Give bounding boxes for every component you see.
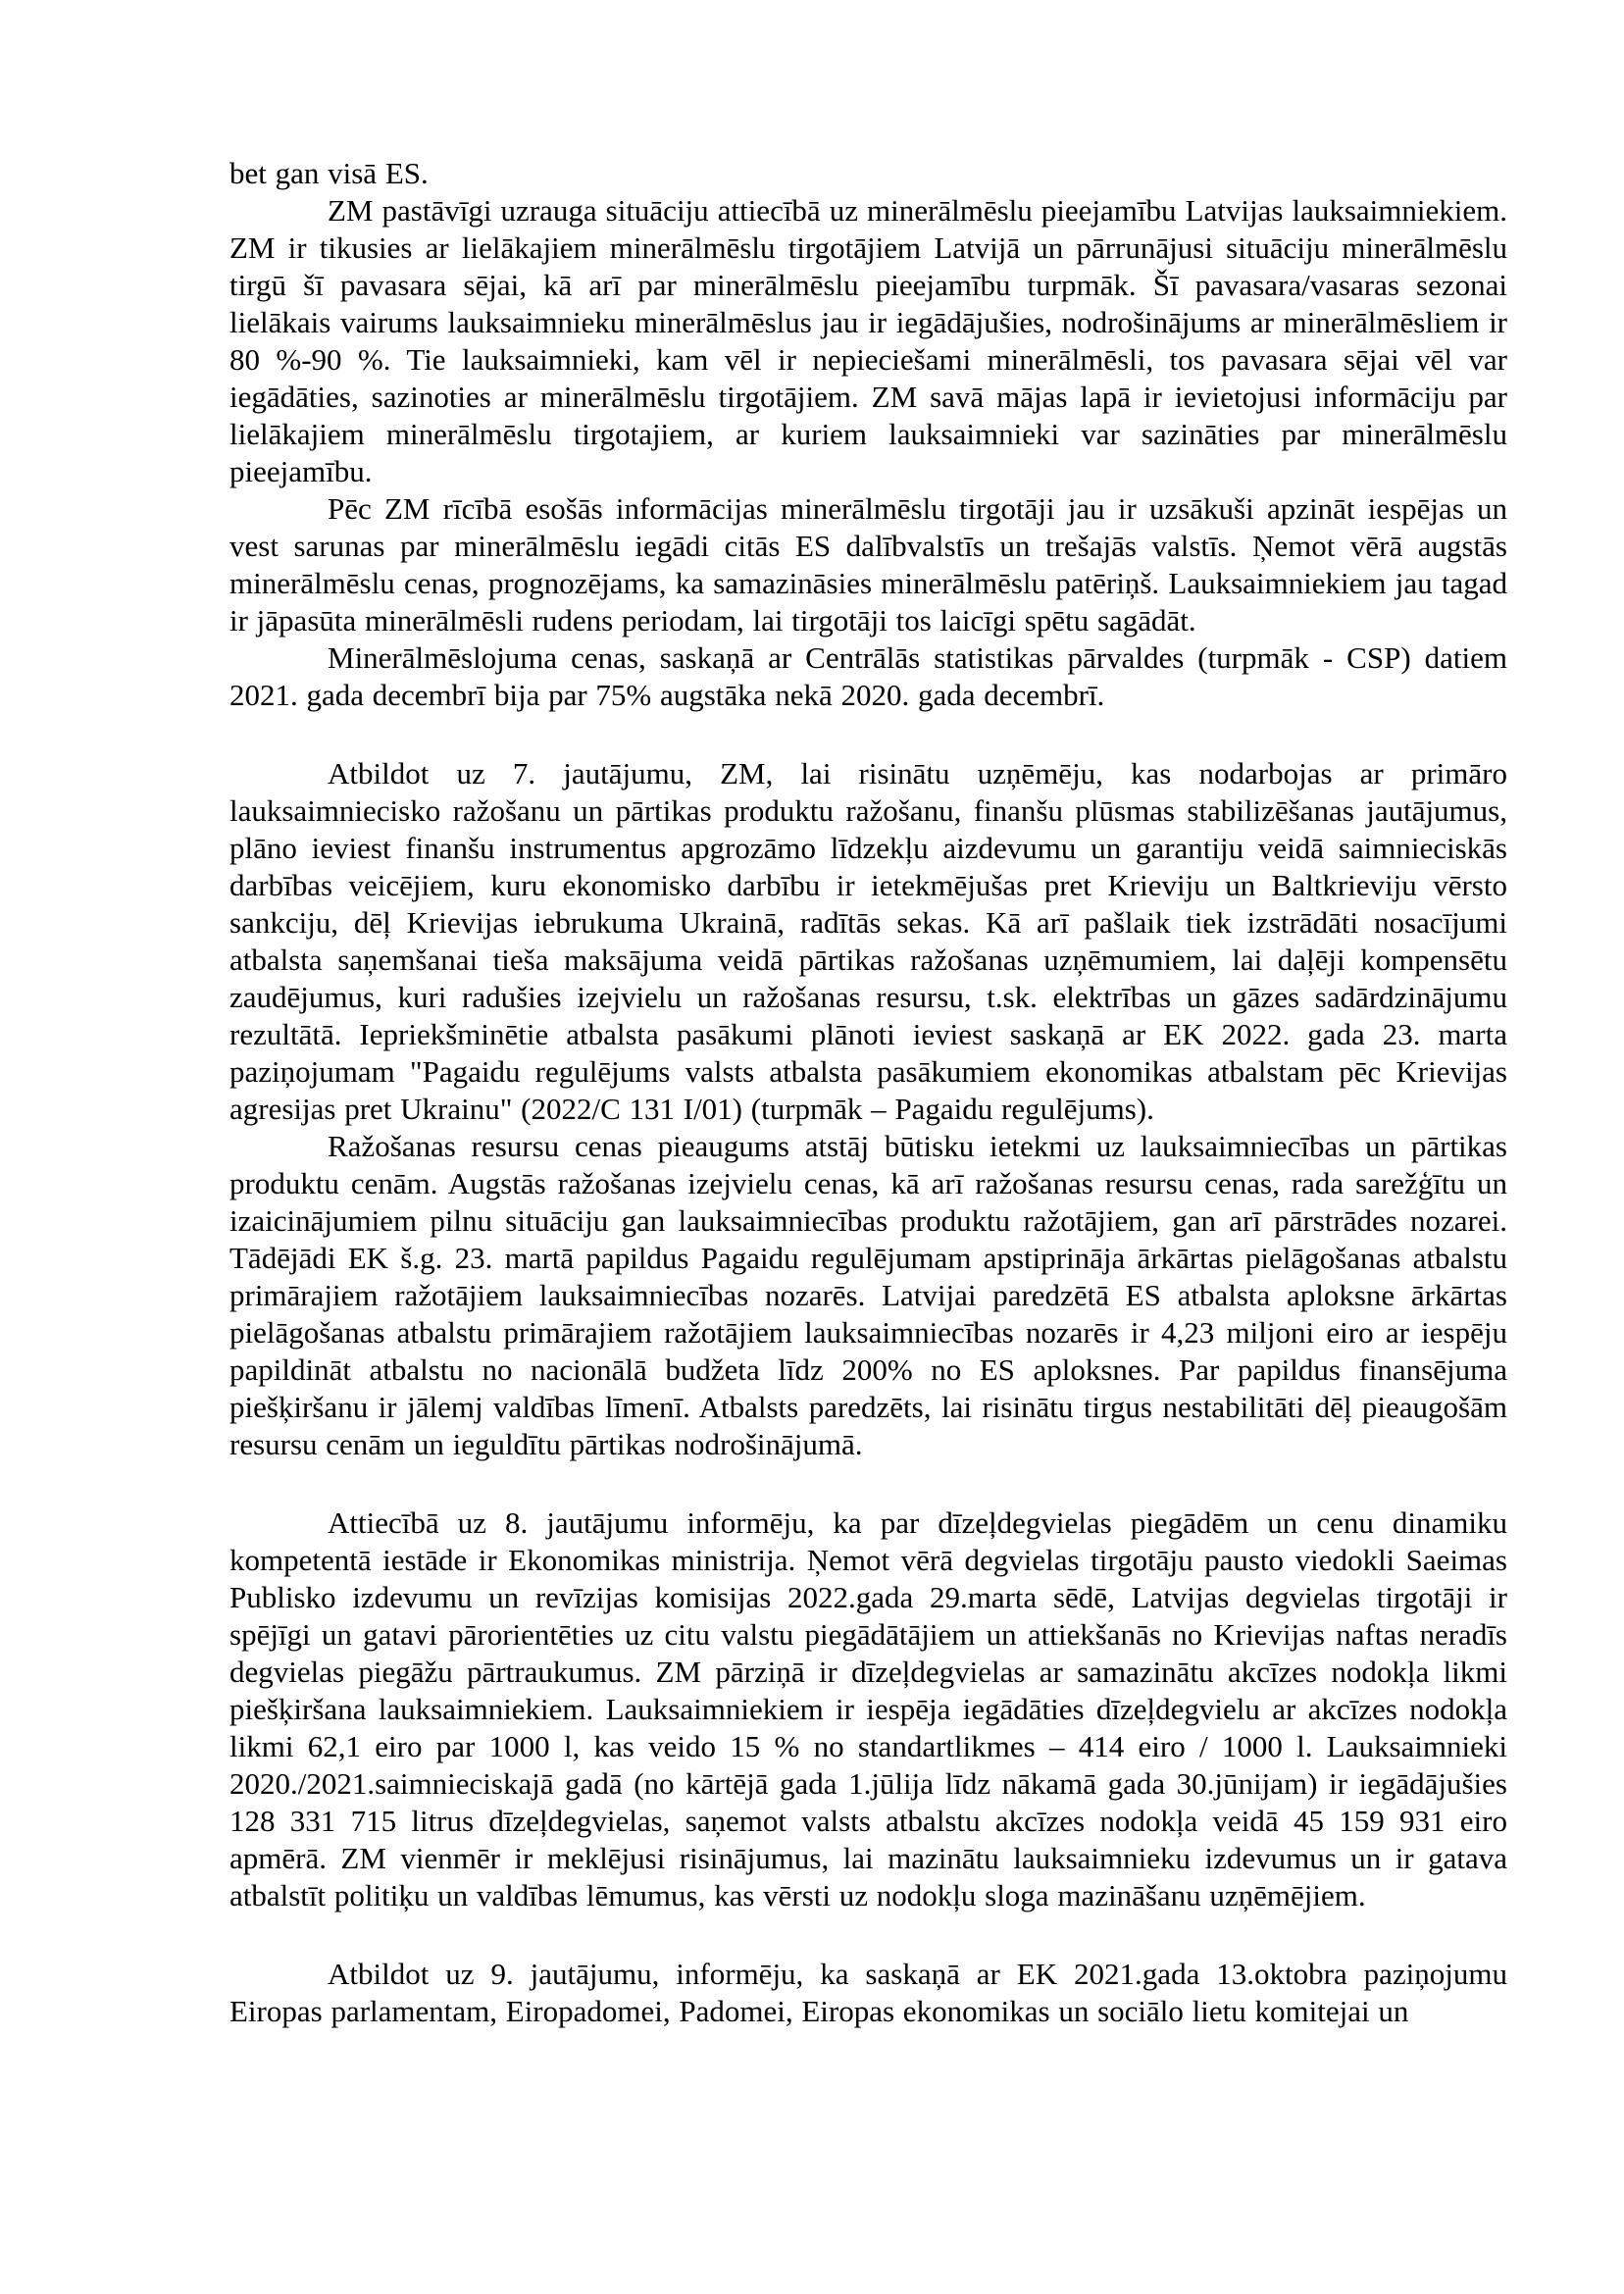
paragraph: Atbildot uz 9. jautājumu, informēju, ka saskaņā ar EK 2021.gada 13.oktobra paziņojumu Eiropas parlamentam, Eiropadomei, Padomei, Eiropas ekonomikas un sociālo lietu komitejai un bbox=[229, 1957, 1507, 2028]
paragraph: Attiecībā uz 8. jautājumu informēju, ka par dīzeļdegvielas piegādēm un cenu dinamiku kompetentā iestāde ir Ekonomikas ministrija. Ņemot vērā degvielas tirgotāju pausto viedokli Saeimas Publisko izdevumu un revīzijas komisijas 2022.gada 29.marta sēdē, Latvijas degvielas tirgotāji ir spējīgi un gatavi pārorientēties uz citu valstu piegādātājiem un attiekšanās no Krievijas naftas neradīs degvielas piegāžu pārtraukumus. ZM pārziņā ir dīzeļdegvielas ar samazinātu akcīzes nodokļa likmi piešķiršana lauksaimniekiem. Lauksaimniekiem ir iespēja iegādāties dīzeļdegvielu ar akcīzes nodokļa likmi 62,1 eiro par 1000 l, kas veido 15 % no standartlikmes – 414 eiro / 1000 l. Lauksaimnieki 2020./2021.saimnieciskajā gadā (no kārtējā gada 1.jūlija līdz nākamā gada 30.jūnijam) ir iegādājušies 128 331 715 litrus dīzeļdegvielas, saņemot valsts atbalstu akcīzes nodokļa veidā 45 159 931 eiro apmērā. ZM vienmēr ir meklējusi risinājumus, lai mazinātu lauksaimnieku izdevumus un ir gatava atbalstīt politiķu un valdības lēmumus, kas vērsti uz nodokļu sloga mazināšanu uzņēmējiem. bbox=[229, 1505, 1507, 1912]
paragraph: Pēc ZM rīcībā esošās informācijas minerālmēslu tirgotāji jau ir uzsākuši apzināt iespējas un vest sarunas par minerālmēslu iegādi citās ES dalībvalstīs un trešajās valstīs. Ņemot vērā augstās minerālmēslu cenas, prognozējams, ka samazināsies minerālmēslu patēriņš. Lauksaimniekiem jau tagad ir jāpasūta minerālmēsli rudens periodam, lai tirgotāji tos laicīgi spētu sagādāt. bbox=[229, 491, 1507, 637]
document-body bbox=[229, 155, 1507, 2030]
paragraph: ZM pastāvīgi uzrauga situāciju attiecībā uz minerālmēslu pieejamību Latvijas lauksaimniekiem. ZM ir tikusies ar lielākajiem minerālmēslu tirgotājiem Latvijā un pārrunājusi situāciju minerālmēslu tirgū šī pavasara sējai, kā arī par minerālmēslu pieejamību turpmāk. Šī pavasara/vasaras sezonai lielākais vairums lauksaimnieku minerālmēslus jau ir iegādājušies, nodrošinājums ar minerālmēsliem ir 80 %-90 %. Tie lauksaimnieki, kam vēl ir nepieciešami minerālmēsli, tos pavasara sējai vēl var iegādāties, sazinoties ar minerālmēslu tirgotājiem. ZM savā mājas lapā ir ievietojusi informāciju par lielākajiem minerālmēslu tirgotajiem, ar kuriem lauksaimnieki var sazināties par minerālmēslu pieejamību. bbox=[229, 193, 1507, 488]
paragraph: bet gan visā ES. bbox=[229, 156, 429, 190]
paragraph: Minerālmēslojuma cenas, saskaņā ar Centrālās statistikas pārvaldes (turpmāk - CSP) datiem 2021. gada decembrī bija par 75% augstāka nekā 2020. gada decembrī. bbox=[229, 640, 1507, 712]
paragraph: Ražošanas resursu cenas pieaugums atstāj būtisku ietekmi uz lauksaimniecības un pārtikas produktu cenām. Augstās ražošanas izejvielu cenas, kā arī ražošanas resursu cenas, rada sarežģītu un izaicinājumiem pilnu situāciju gan lauksaimniecības produktu ražotājiem, gan arī pārstrādes nozarei. Tādējādi EK š.g. 23. martā papildus Pagaidu regulējumam apstiprināja ārkārtas pielāgošanas atbalstu primārajiem ražotājiem lauksaimniecības nozarēs. Latvijai paredzētā ES atbalsta aploksne ārkārtas pielāgošanas atbalstu primārajiem ražotājiem lauksaimniecības nozarēs ir 4,23 miljoni eiro ar iespēju papildināt atbalstu no nacionālā budžeta līdz 200% no ES aploksnes. Par papildus finansējuma piešķiršanu ir jālemj valdības līmenī. Atbalsts paredzēts, lai risinātu tirgus nestabilitāti dēļ pieaugošām resursu cenām un ieguldītu pārtikas nodrošinājumā. bbox=[229, 1129, 1507, 1461]
paragraph: Atbildot uz 7. jautājumu, ZM, lai risinātu uzņēmēju, kas nodarbojas ar primāro lauksaimniecisko ražošanu un pārtikas produktu ražošanu, finanšu plūsmas stabilizēšanas jautājumus, plāno ieviest finanšu instrumentus apgrozāmo līdzekļu aizdevumu un garantiju veidā saimnieciskās darbības veicējiem, kuru ekonomisko darbību ir ietekmējušas pret Krieviju un Baltkrieviju vērsto sankciju, dēļ Krievijas iebrukuma Ukrainā, radītās sekas. Kā arī pašlaik tiek izstrādāti nosacījumi atbalsta saņemšanai tieša maksājuma veidā pārtikas ražošanas uzņēmumiem, lai daļēji kompensētu zaudējumus, kuri radušies izejvielu un ražošanas resursu, t.sk. elektrības un gāzes sadārdzinājumu rezultātā. Iepriekšminētie atbalsta pasākumi plānoti ieviest saskaņā ar EK 2022. gada 23. marta paziņojumam "Pagaidu regulējums valsts atbalsta pasākumiem ekonomikas atbalstam pēc Krievijas agresijas pret Ukrainu" (2022/C 131 I/01) (turpmāk – Pagaidu regulējums). bbox=[229, 756, 1507, 1126]
